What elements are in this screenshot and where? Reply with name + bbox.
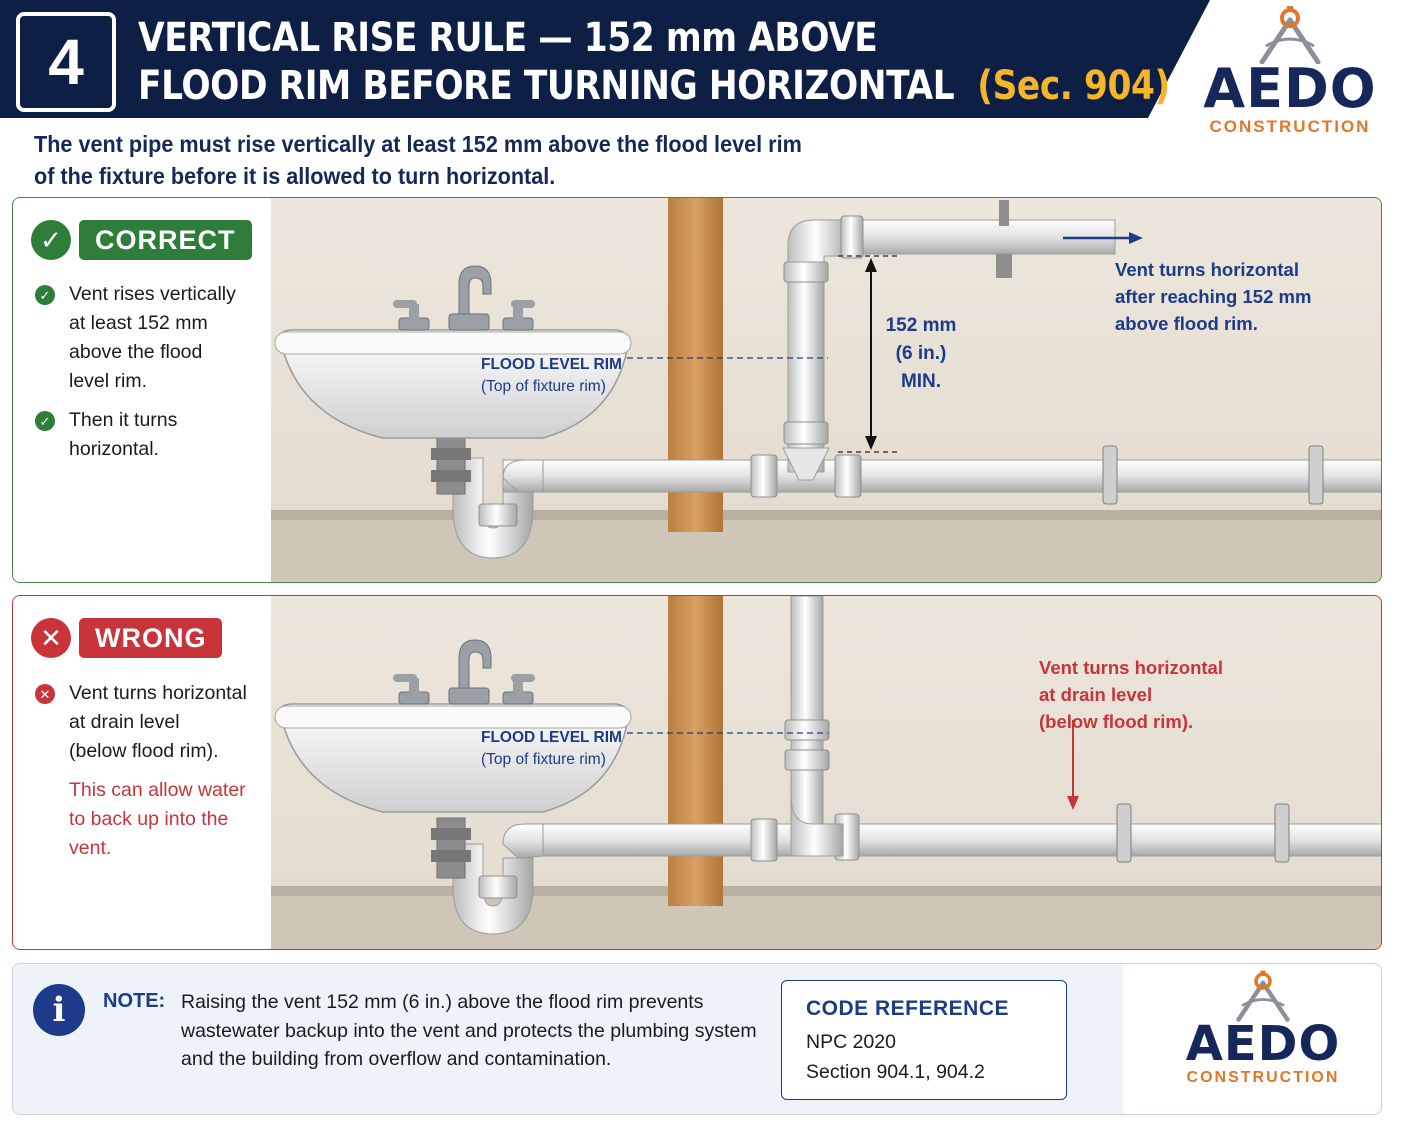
code-reference-box: [781, 980, 1067, 1100]
logo-tagline: CONSTRUCTION: [1186, 1069, 1340, 1086]
correct-annotation: [1115, 256, 1311, 337]
warning-line: vent.: [69, 837, 112, 859]
flood-rim-title: FLOOD LEVEL RIM: [481, 729, 622, 746]
x-icon: ✕: [35, 684, 55, 704]
bullet-line: at drain level: [69, 711, 180, 733]
dimension-value: 152 mm: [885, 315, 957, 336]
logo-tagline: CONSTRUCTION: [1209, 117, 1371, 136]
title-line-1: VERTICAL RISE RULE — 152 mm ABOVE: [138, 15, 878, 61]
warning-line: This can allow water: [69, 779, 246, 801]
check-icon: ✓: [35, 411, 55, 431]
logo-name: AEDO: [1185, 1016, 1341, 1072]
annotation-line: after reaching 152 mm: [1115, 286, 1312, 307]
bullet-line: horizontal.: [69, 438, 159, 460]
wrong-bullet-1: [35, 679, 275, 766]
wrong-warning: [69, 776, 279, 863]
code-reference-title: CODE REFERENCE: [806, 997, 1010, 1020]
flood-rim-label: [481, 727, 622, 771]
check-icon: ✓: [35, 285, 55, 305]
wrong-label: WRONG: [79, 618, 222, 658]
note-line: and the building from overflow and contamination.: [181, 1048, 612, 1070]
flood-rim-title: FLOOD LEVEL RIM: [481, 356, 622, 373]
wrong-annotation: [1039, 654, 1223, 735]
note-label: NOTE:: [103, 990, 166, 1012]
note-box: [12, 963, 1382, 1115]
dimension-imperial: (6 in.): [895, 343, 947, 364]
bullet-line: (below flood rim).: [69, 740, 219, 762]
annotation-line: above flood rim.: [1115, 313, 1258, 334]
note-line: Raising the vent 152 mm (6 in.) above the flood rim prevents: [181, 991, 704, 1013]
correct-label: CORRECT: [79, 220, 252, 260]
x-circle-icon: ✕: [31, 618, 71, 658]
step-number: 4: [16, 12, 116, 112]
correct-badge: [31, 220, 252, 260]
intro-text: [34, 128, 880, 192]
intro-line-2: of the fixture before it is allowed to turn horizontal.: [34, 163, 556, 189]
note-line: wastewater backup into the vent and protects the plumbing system: [181, 1019, 757, 1042]
code-reference-line-2: Section 904.1, 904.2: [806, 1061, 985, 1083]
annotation-line: Vent turns horizontal: [1115, 259, 1299, 280]
correct-bullet-2: [35, 406, 275, 464]
annotation-line: (below flood rim).: [1039, 711, 1194, 732]
dimension-min: MIN.: [900, 371, 942, 392]
bullet-line: at least 152 mm: [69, 312, 208, 334]
bullet-line: Vent rises vertically: [69, 283, 236, 305]
info-icon: i: [33, 984, 85, 1036]
intro-line-1: The vent pipe must rise vertically at least 152 mm above the flood level rim: [34, 131, 802, 157]
page-title: [138, 14, 1170, 110]
flood-rim-label: [481, 354, 622, 398]
correct-panel: [12, 197, 1382, 583]
check-circle-icon: ✓: [31, 220, 71, 260]
annotation-line: Vent turns horizontal: [1039, 657, 1223, 678]
section-reference: (Sec. 904): [977, 63, 1170, 109]
wrong-panel: [12, 595, 1382, 950]
wrong-badge: [31, 618, 222, 658]
compass-icon: [1228, 970, 1298, 1022]
warning-line: to back up into the: [69, 808, 229, 830]
bullet-line: above the flood: [69, 341, 203, 363]
annotation-line: at drain level: [1039, 684, 1153, 705]
flood-rim-subtitle: (Top of fixture rim): [481, 378, 606, 395]
bullet-line: level rim.: [69, 370, 148, 392]
compass-icon: [1250, 6, 1330, 64]
flood-rim-subtitle: (Top of fixture rim): [481, 751, 606, 768]
dimension-label: [866, 312, 976, 396]
logo-name: AEDO: [1203, 57, 1377, 120]
code-reference-line-1: NPC 2020: [806, 1031, 896, 1053]
logo-top: [1200, 6, 1380, 137]
title-line-2: [138, 62, 1170, 110]
header-banner: [0, 0, 1210, 118]
logo-bottom: [1183, 970, 1343, 1087]
title-line-2-text: FLOOD RIM BEFORE TURNING HORIZONTAL: [138, 63, 955, 109]
bullet-line: Vent turns horizontal: [69, 682, 247, 704]
bullet-line: Then it turns: [69, 409, 178, 431]
note-text: [181, 988, 781, 1074]
correct-bullet-1: [35, 280, 275, 396]
